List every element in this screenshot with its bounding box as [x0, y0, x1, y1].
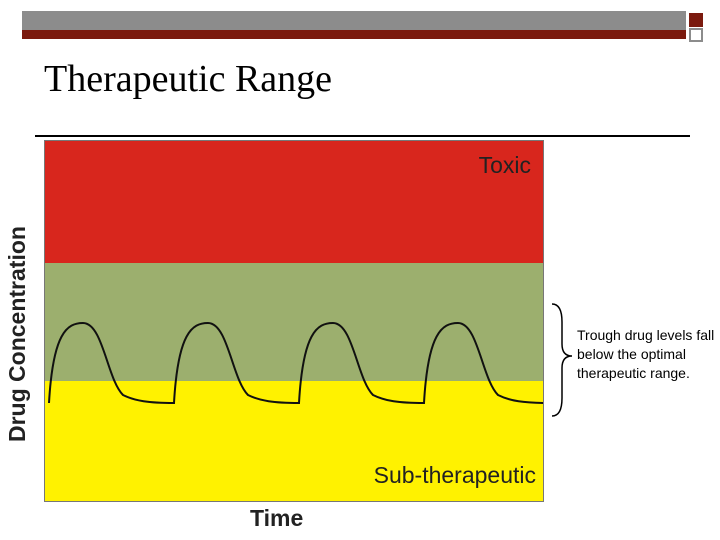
slide-header-band [22, 11, 686, 30]
title-underline [35, 135, 690, 137]
slide-header-bar [22, 11, 686, 39]
sub-therapeutic-zone-label: Sub-therapeutic [373, 462, 536, 488]
concentration-curve-line [49, 323, 544, 403]
corner-square-filled [689, 13, 703, 27]
toxic-zone-label: Toxic [478, 152, 531, 178]
concentration-curve [45, 141, 544, 502]
concentration-diagram [44, 140, 544, 502]
right-brace [546, 300, 576, 420]
trough-annotation: Trough drug levels fall below the optimal therapeutic range. [577, 327, 715, 381]
corner-square-outline [689, 28, 703, 42]
slide-title: Therapeutic Range [44, 58, 333, 100]
x-axis-label: Time [250, 505, 304, 531]
y-axis-label: Drug Concentration [4, 226, 30, 442]
